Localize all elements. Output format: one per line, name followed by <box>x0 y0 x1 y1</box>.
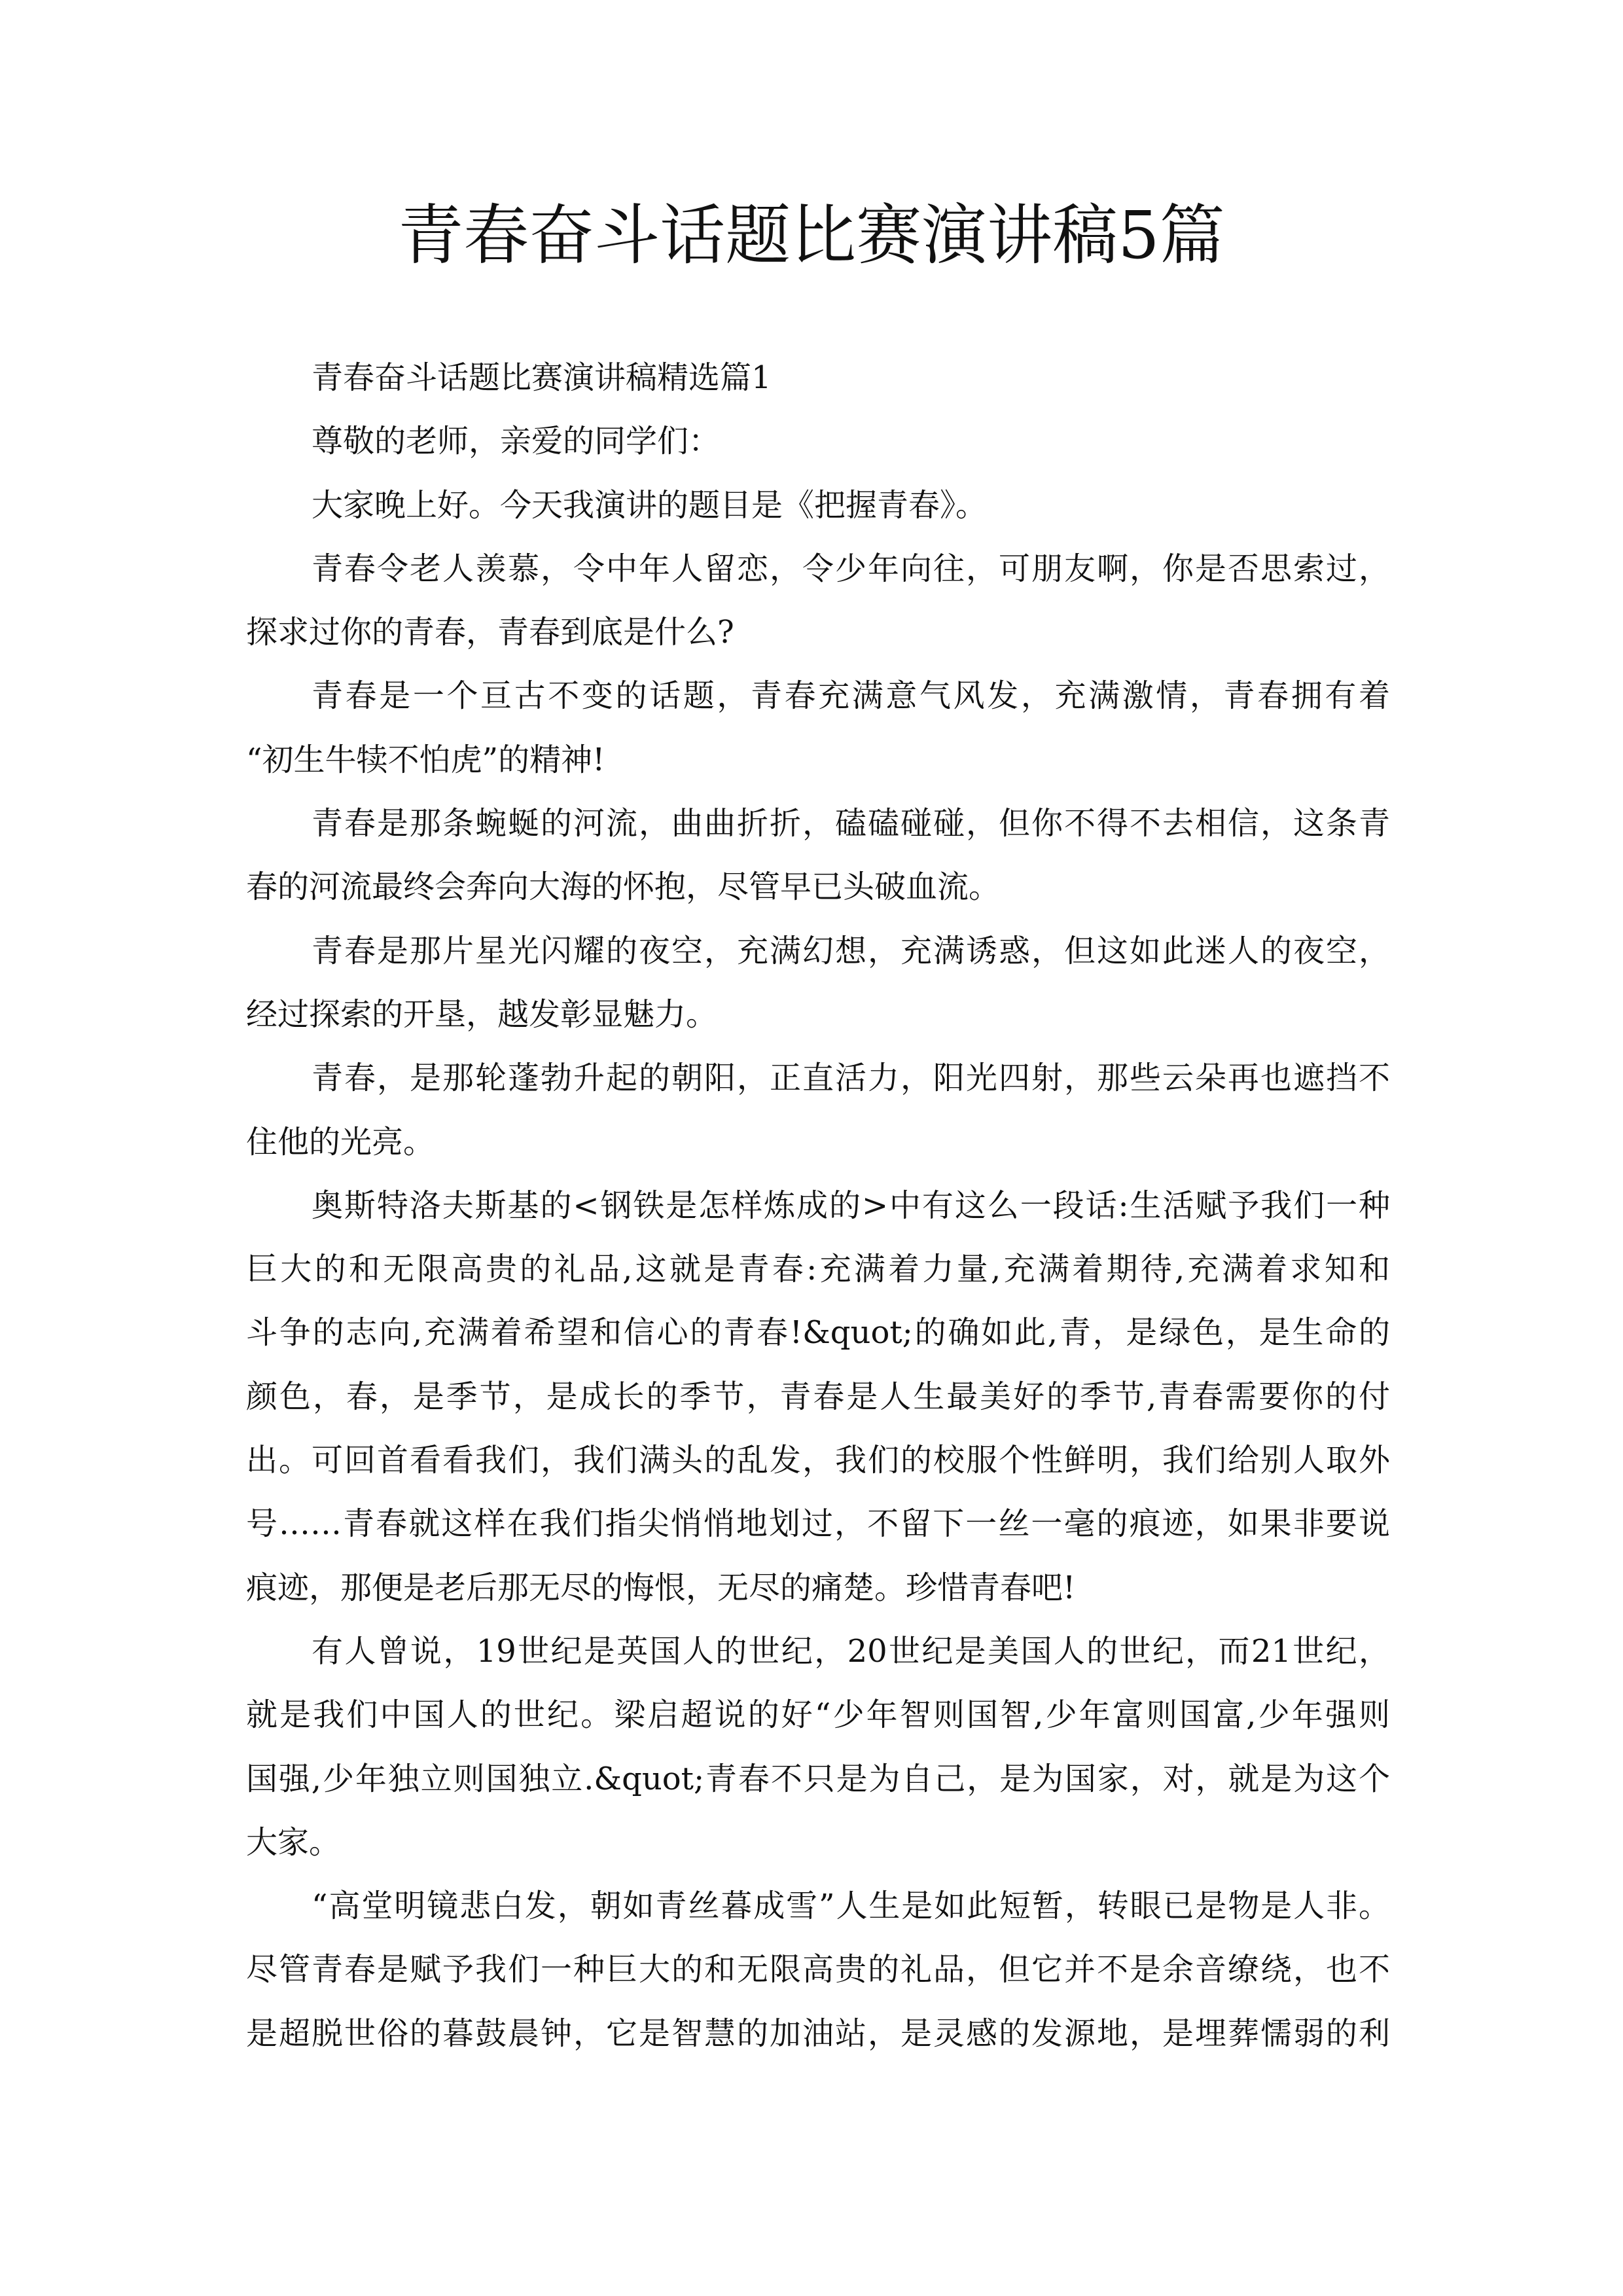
text-line: 青春是那条蜿蜒的河流，曲曲折折，磕磕碰碰，但你不得不去相信，这条青 <box>312 805 1390 842</box>
text-line: “初生牛犊不怕虎”的精神! <box>246 741 605 778</box>
text-line: 国强,少年独立则国独立.&quot;青春不只是为自己，是为国家，对，就是为这个 <box>246 1760 1390 1797</box>
text-line: 是超脱世俗的暮鼓晨钟，它是智慧的加油站，是灵感的发源地，是埋葬懦弱的利 <box>246 2015 1390 2052</box>
text-line: 号……青春就这样在我们指尖悄悄地划过，不留下一丝一毫的痕迹，如果非要说 <box>246 1505 1390 1543</box>
paragraph <box>246 1174 1390 1620</box>
text-line: 探求过你的青春，青春到底是什么? <box>246 614 734 651</box>
text-line: 斗争的志向,充满着希望和信心的青春!&quot;的确如此,青，是绿色，是生命的 <box>246 1314 1390 1352</box>
paragraph <box>246 920 1390 1047</box>
paragraph <box>246 474 1390 537</box>
text-line: 春的河流最终会奔向大海的怀抱，尽管早已头破血流。 <box>246 869 1001 906</box>
document-title: 青春奋斗话题比赛演讲稿5篇 <box>398 197 1225 274</box>
text-line: 尊敬的老师，亲爱的同学们： <box>312 423 721 460</box>
text-line: 奥斯特洛夫斯基的<钢铁是怎样炼成的>中有这么一段话:生活赋予我们一种 <box>312 1187 1390 1224</box>
text-line: 尽管青春是赋予我们一种巨大的和无限高贵的礼品，但它并不是余音缭绕，也不 <box>246 1951 1390 1988</box>
text-line: 青春是那片星光闪耀的夜空，充满幻想，充满诱惑，但这如此迷人的夜空， <box>312 932 1390 969</box>
text-line: 青春奋斗话题比赛演讲稿精选篇1 <box>312 359 772 396</box>
text-line: 出。可回首看看我们，我们满头的乱发，我们的校服个性鲜明，我们给别人取外 <box>246 1442 1390 1479</box>
paragraph <box>246 1620 1390 1874</box>
text-line: 颜色，春，是季节，是成长的季节，青春是人生最美好的季节,青春需要你的付 <box>246 1378 1390 1415</box>
paragraph <box>246 346 1390 410</box>
text-line: 青春是一个亘古不变的话题，青春充满意气风发，充满激情，青春拥有着 <box>312 677 1390 715</box>
paragraph <box>246 537 1390 665</box>
text-line: 青春令老人羡慕，令中年人留恋，令少年向往，可朋友啊，你是否思索过， <box>312 550 1390 587</box>
text-line: 经过探索的开垦，越发彰显魅力。 <box>246 996 718 1033</box>
text-line: 有人曾说，19世纪是英国人的世纪，20世纪是美国人的世纪，而21世纪， <box>312 1632 1390 1670</box>
paragraph <box>246 410 1390 473</box>
text-line: “高堂明镜悲白发，朝如青丝暮成雪”人生是如此短暂，转眼已是物是人非。 <box>312 1888 1390 1925</box>
text-line: 痕迹，那便是老后那无尽的悔恨，无尽的痛楚。珍惜青春吧! <box>246 1569 1076 1606</box>
paragraph <box>246 792 1390 920</box>
text-line: 青春，是那轮蓬勃升起的朝阳，正直活力，阳光四射，那些云朵再也遮挡不 <box>312 1060 1390 1097</box>
text-line: 就是我们中国人的世纪。梁启超说的好“少年智则国智,少年富则国富,少年强则 <box>246 1696 1390 1734</box>
paragraph <box>246 1874 1390 2066</box>
text-line: 大家晚上好。今天我演讲的题目是《把握青春》。 <box>312 486 988 524</box>
text-line: 大家。 <box>246 1823 341 1861</box>
paragraph <box>246 1047 1390 1174</box>
text-line: 巨大的和无限高贵的礼品,这就是青春:充满着力量,充满着期待,充满着求知和 <box>246 1251 1390 1288</box>
text-line: 住他的光亮。 <box>246 1123 435 1160</box>
paragraph <box>246 664 1390 792</box>
document-body <box>246 346 1390 2066</box>
